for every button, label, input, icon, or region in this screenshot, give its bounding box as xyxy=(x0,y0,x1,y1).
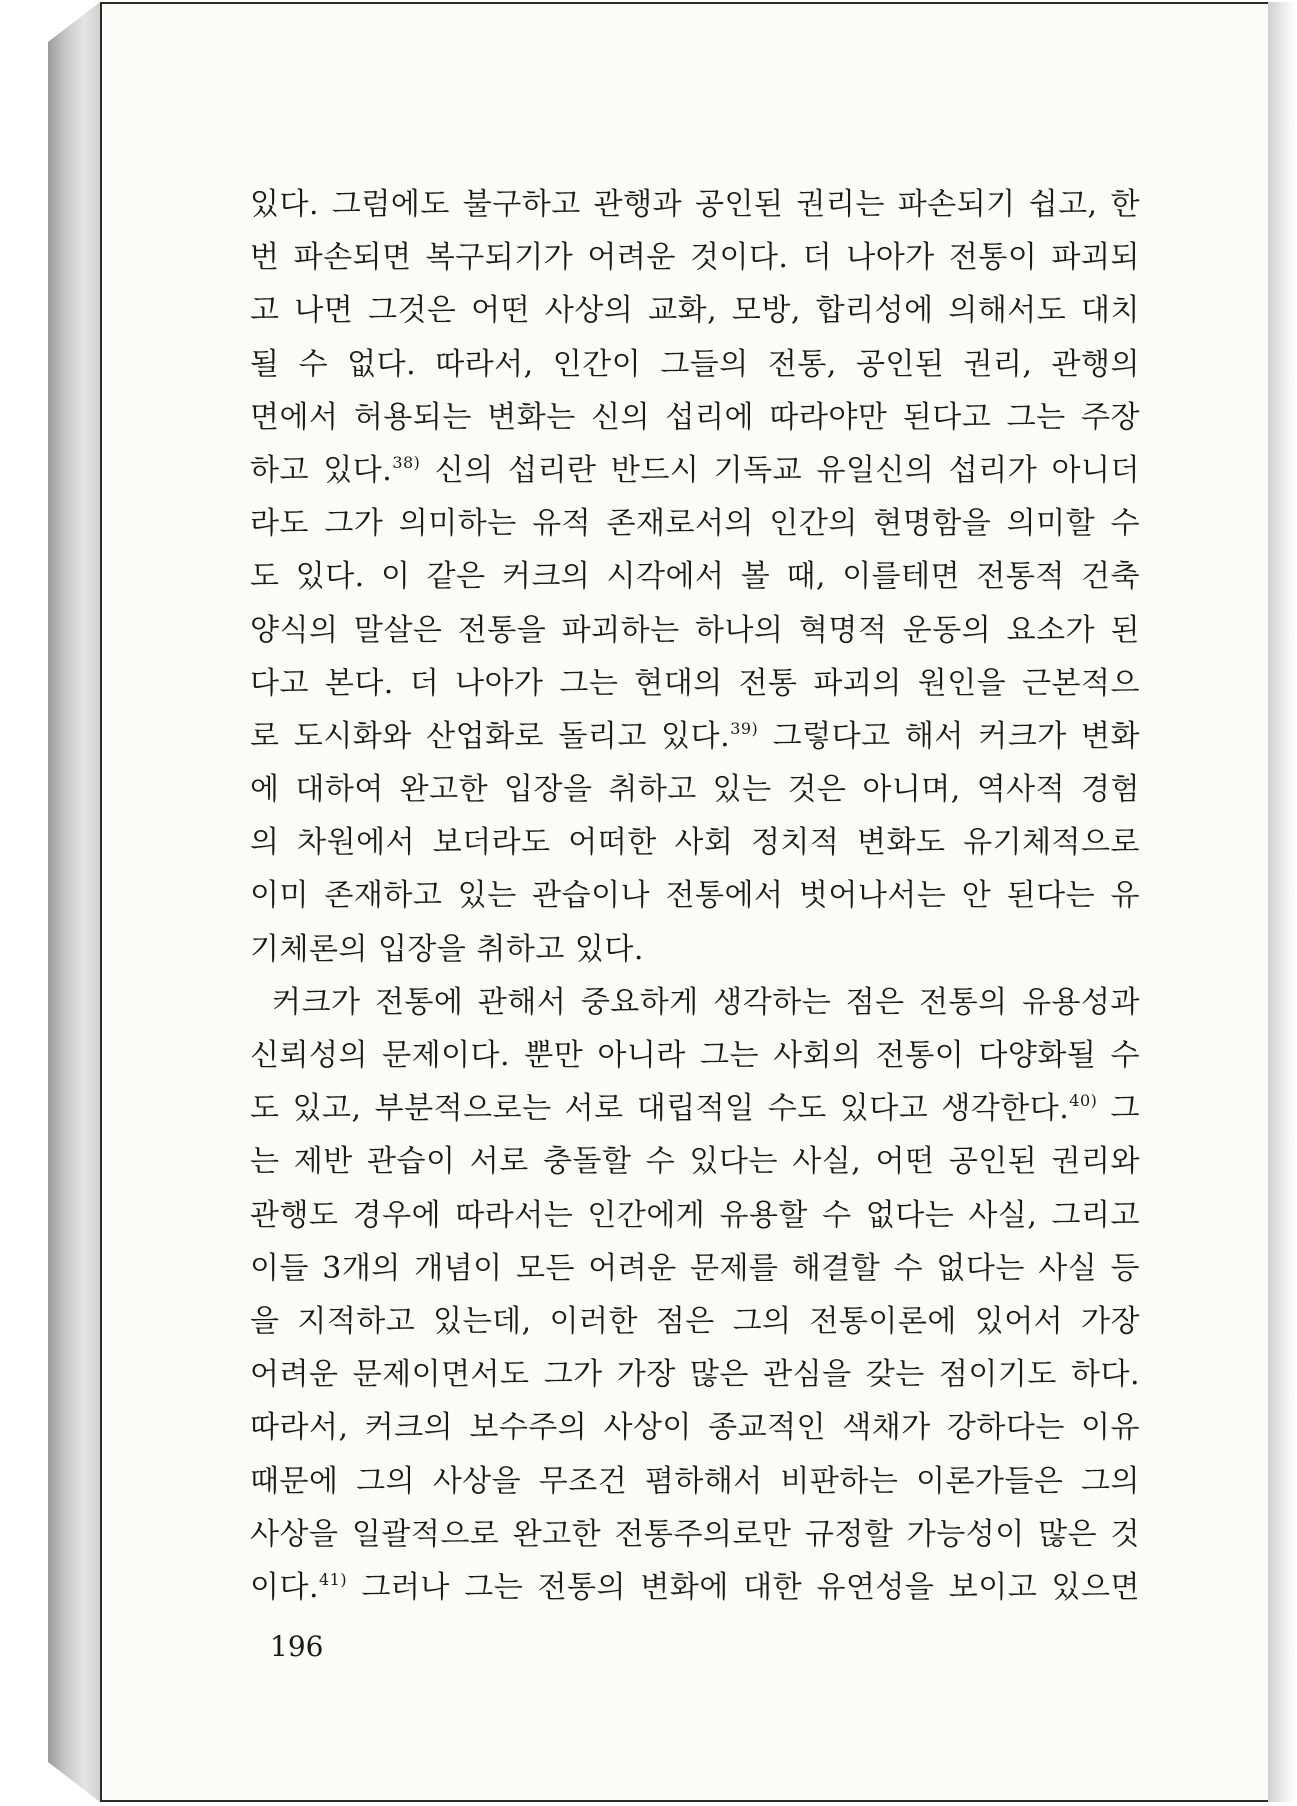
text-line: 의 차원에서 보더라도 어떠한 사회 정치적 변화도 유기체적으로 xyxy=(250,825,1140,861)
body-text xyxy=(250,178,1140,1614)
text-line: 있다. 그럼에도 불구하고 관행과 공인된 권리는 파손되기 쉽고, 한 xyxy=(250,187,1140,222)
text-line: 때문에 그의 사상을 무조건 폄하해서 비판하는 이론가들은 그의 xyxy=(250,1463,1140,1499)
text-line: 어려운 문제이면서도 그가 가장 많은 관심을 갖는 점이기도 하다. xyxy=(250,1357,1140,1393)
text-line: 커크가 전통에 관해서 중요하게 생각하는 점은 전통의 유용성과 xyxy=(272,984,1140,1020)
text-line: 따라서, 커크의 보수주의 사상이 종교적인 색채가 강하다는 이유 xyxy=(250,1410,1140,1446)
text-line: 신뢰성의 문제이다. 뿐만 아니라 그는 사회의 전통이 다양화될 수 xyxy=(250,1038,1140,1073)
text-line: 라도 그가 의미하는 유적 존재로서의 인간의 현명함을 의미할 수 xyxy=(250,506,1140,542)
text-line: 고 나면 그것은 어떤 사상의 교화, 모방, 합리성에 의해서도 대치 xyxy=(250,293,1140,329)
page-number: 196 xyxy=(270,1630,324,1663)
page-edge-shadow xyxy=(1268,2,1297,1802)
book-spine xyxy=(48,2,100,1802)
text-line: 도 있다. 이 같은 커크의 시각에서 볼 때, 이를테면 전통적 건축 xyxy=(250,559,1140,595)
footnote-ref: 40) xyxy=(1069,1091,1098,1111)
text-line: 양식의 말살은 전통을 파괴하는 하나의 혁명적 운동의 요소가 된 xyxy=(250,612,1140,648)
text-line: 면에서 허용되는 변화는 신의 섭리에 따라야만 된다고 그는 주장 xyxy=(250,399,1140,435)
text-line: 이미 존재하고 있는 관습이나 전통에서 벗어나서는 안 된다는 유 xyxy=(250,878,1140,914)
text-line: 을 지적하고 있는데, 이러한 점은 그의 전통이론에 있어서 가장 xyxy=(250,1303,1140,1339)
footnote-ref: 38) xyxy=(392,452,421,472)
footnote-ref: 39) xyxy=(730,718,759,738)
text-line: 관행도 경우에 따라서는 인간에게 유용할 수 없다는 사실, 그리고 xyxy=(250,1197,1140,1233)
text-line: 번 파손되면 복구되기가 어려운 것이다. 더 나아가 전통이 파괴되 xyxy=(250,240,1140,276)
text-line: 는 제반 관습이 서로 충돌할 수 있다는 사실, 어떤 공인된 권리와 xyxy=(250,1144,1140,1180)
text-line: 기체론의 입장을 취하고 있다. xyxy=(250,931,644,967)
text-line: 이들 3개의 개념이 모든 어려운 문제를 해결할 수 없다는 사실 등 xyxy=(250,1250,1140,1286)
text-line: 사상을 일괄적으로 완고한 전통주의로만 규정할 가능성이 많은 것 xyxy=(250,1516,1140,1552)
text-line: 에 대하여 완고한 입장을 취하고 있는 것은 아니며, 역사적 경험 xyxy=(250,772,1140,808)
text-line: 로 도시화와 산업화로 돌리고 있다.$^{39)}$ 그렇다고 해서 커크가 변화 xyxy=(250,718,1140,754)
text-line: 이다.$^{41)}$ 그러나 그는 전통의 변화에 대한 유연성을 보이고 있으면 xyxy=(250,1569,1140,1605)
text-line: 하고 있다.$^{38)}$ 신의 섭리란 반드시 기독교 유일신의 섭리가 아니더 xyxy=(250,452,1140,488)
text-line: 다고 본다. 더 나아가 그는 현대의 전통 파괴의 원인을 근본적으 xyxy=(250,665,1140,701)
footnote-ref: 41) xyxy=(319,1569,348,1589)
text-line: 도 있고, 부분적으로는 서로 대립적일 수도 있다고 생각한다.$^{40)}$ 그 xyxy=(250,1091,1140,1127)
text-line: 될 수 없다. 따라서, 인간이 그들의 전통, 공인된 권리, 관행의 xyxy=(250,346,1140,382)
